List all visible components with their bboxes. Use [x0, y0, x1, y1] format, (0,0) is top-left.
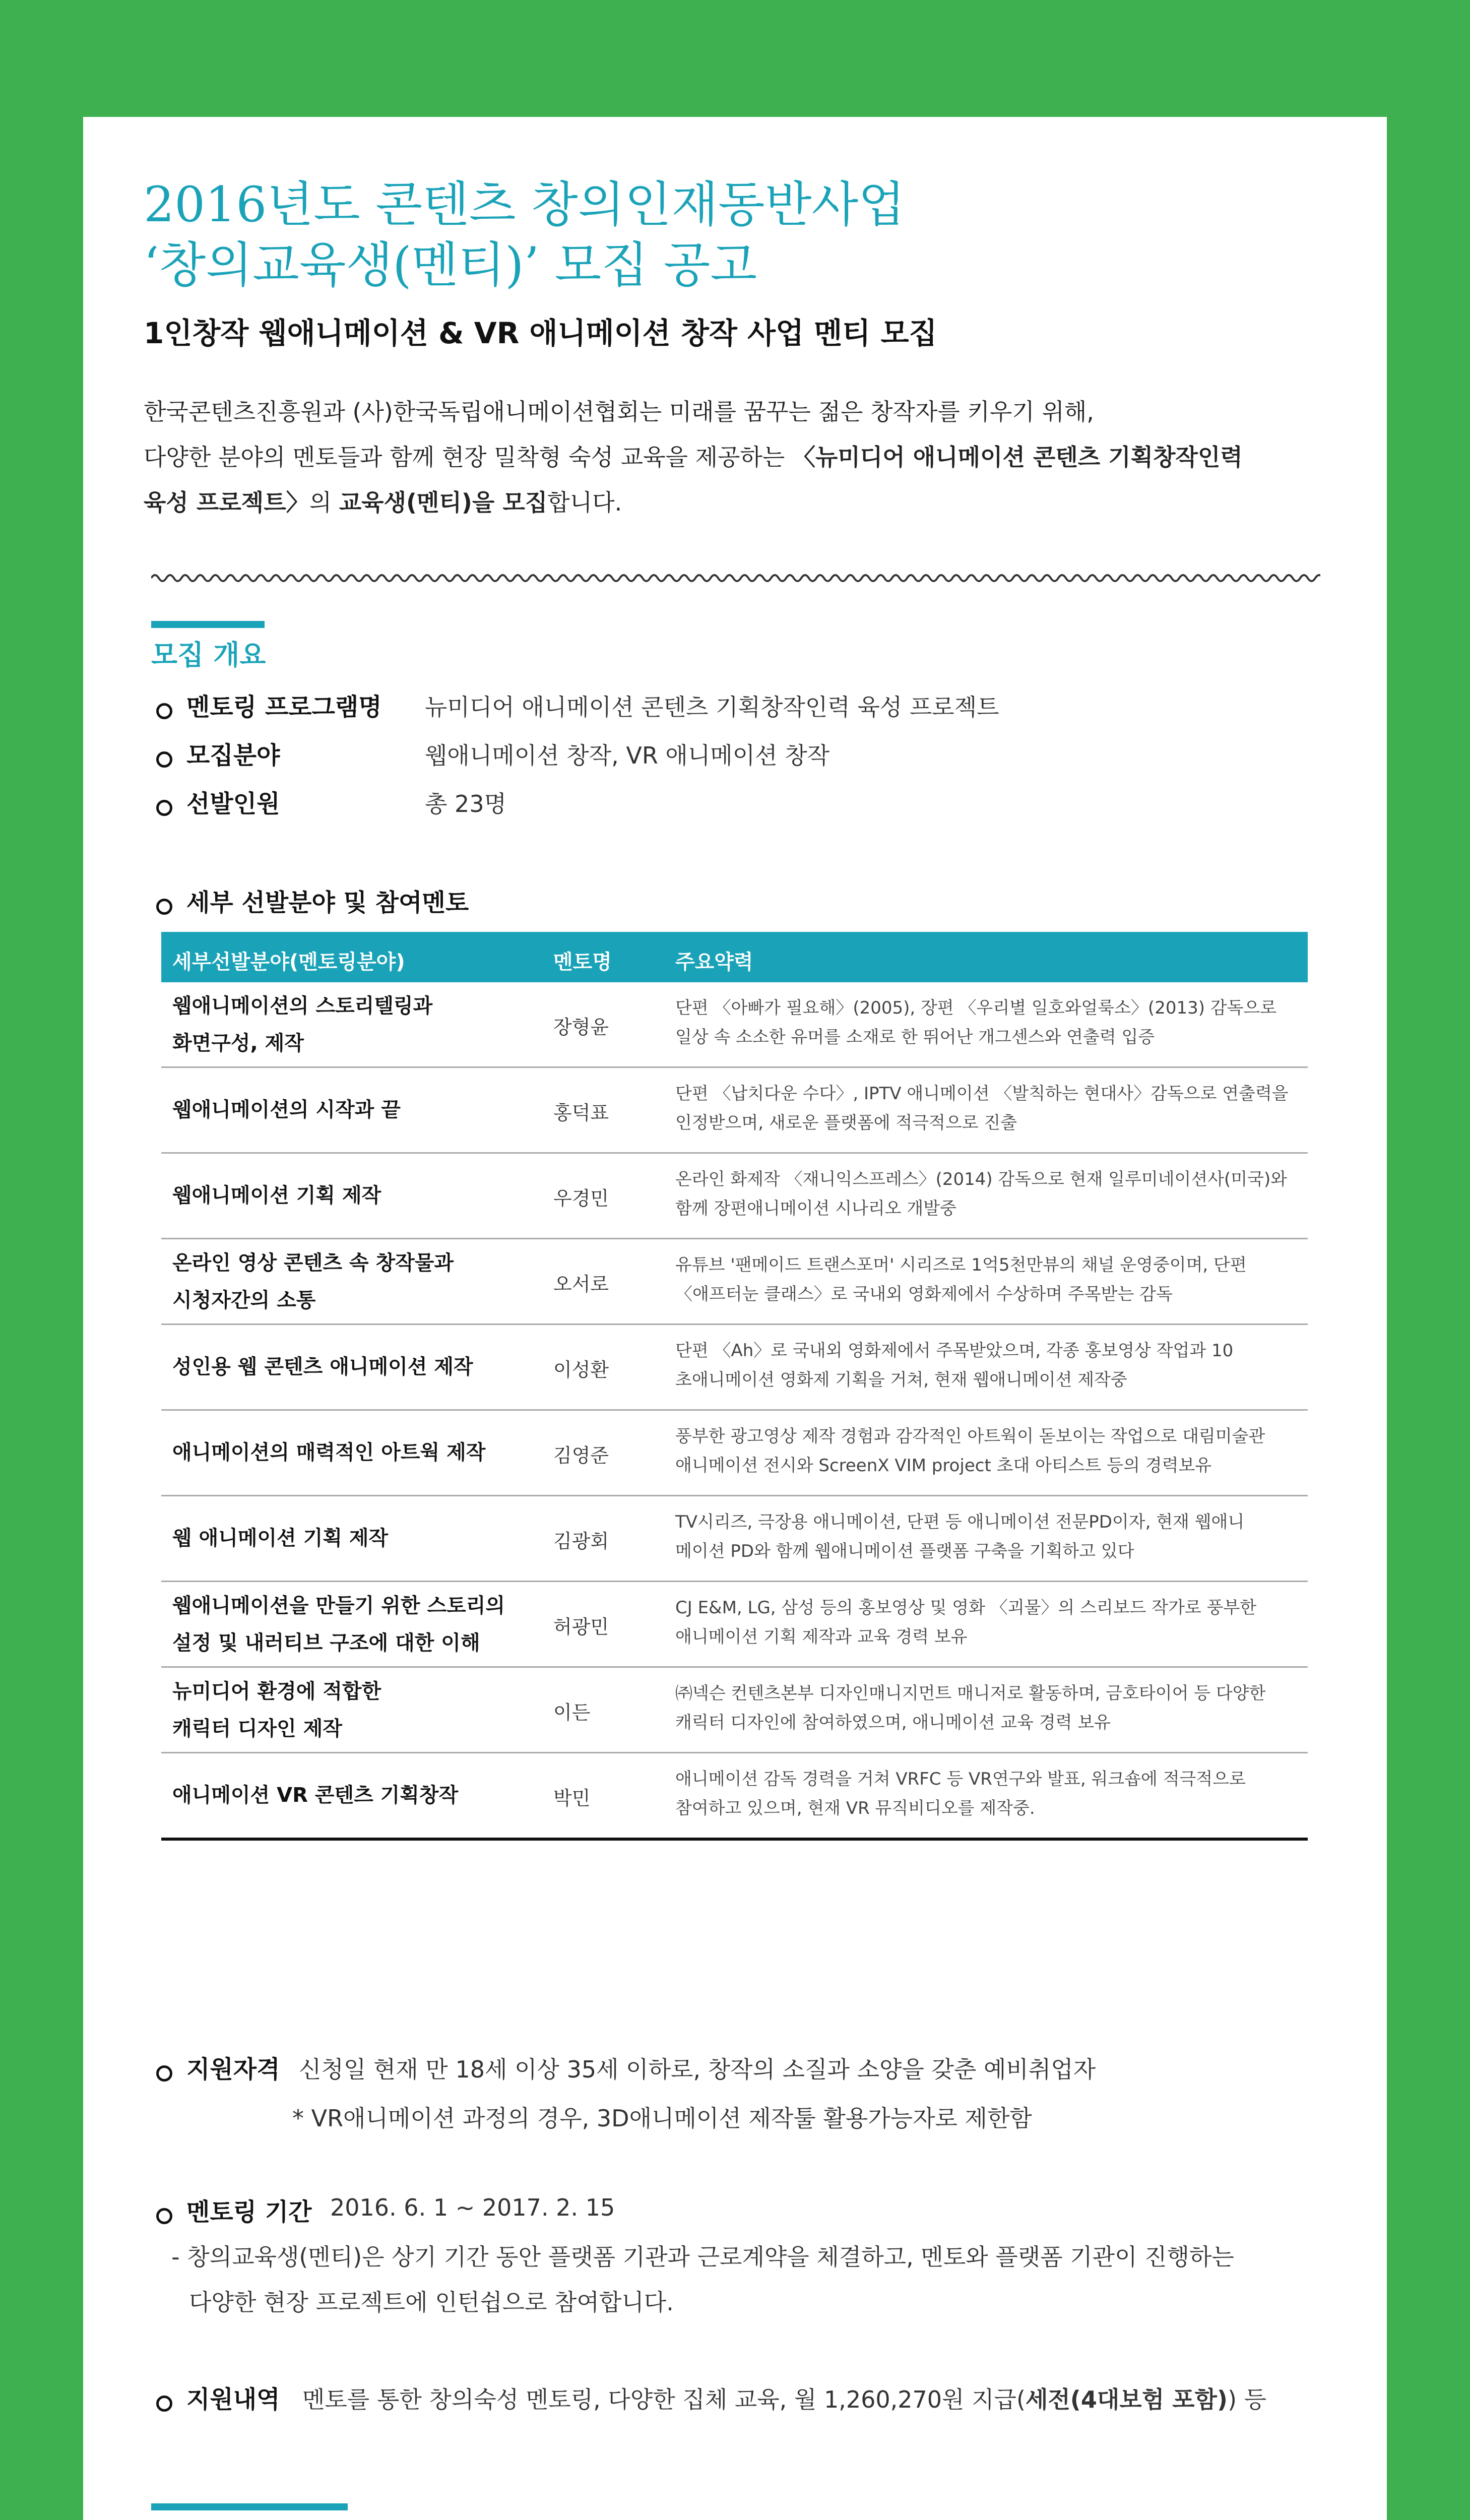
- cell-field-line: 뉴미디어 환경에 적합한: [172, 1680, 381, 1703]
- cell-field-line: 시청자간의 소통: [172, 1289, 316, 1312]
- period-value: 2016. 6. 1 ~ 2017. 2. 15: [330, 2194, 615, 2221]
- cell-field: [172, 1673, 381, 1747]
- cell-bio: [675, 1250, 1247, 1309]
- table-row: [161, 982, 1308, 1068]
- period-desc-1: - 창의교육생(멘티)은 상기 기간 동안 플랫폼 기관과 근로계약을 체결하고, 멘토와 플랫폼 기관이 진행하는: [171, 2243, 1234, 2271]
- title-line-2: ‘창의교육생(멘티)’ 모집 공고: [144, 237, 757, 293]
- cell-bio-line: 초애니메이션 영화제 기획을 거쳐, 현재 웹애니메이션 제작중: [675, 1370, 1127, 1390]
- overview-heading: 모집 개요: [151, 639, 266, 671]
- table-row: [161, 1668, 1308, 1753]
- cell-mentor: 홍덕표: [553, 1102, 609, 1124]
- period-desc-2: 다양한 현장 프로젝트에 인턴쉽으로 참여합니다.: [189, 2289, 674, 2316]
- subtitle: 1인창작 웹애니메이션 & VR 애니메이션 창작 사업 멘티 모집: [144, 316, 937, 350]
- cell-bio: [675, 1165, 1287, 1223]
- circle-bullet-icon: [156, 899, 172, 915]
- cell-field-line: 온라인 영상 콘텐츠 속 창작물과: [172, 1251, 454, 1275]
- cell-field: [172, 1177, 381, 1214]
- cell-field-line: 성인용 웹 콘텐츠 애니메이션 제작: [172, 1355, 473, 1378]
- cell-field: [172, 987, 432, 1062]
- application-heading-bar: [151, 2503, 348, 2510]
- cell-mentor: 이성환: [553, 1359, 609, 1381]
- cell-field-line: 웹애니메이션의 시작과 끝: [172, 1098, 401, 1121]
- cell-bio: [675, 1679, 1265, 1737]
- intro-line-1: 한국콘텐츠진흥원과 (사)한국독립애니메이션협회는 미래를 꿈꾸는 젊은 창작자를 키우기 위해,: [144, 398, 1094, 425]
- cell-field-line: 애니메이션의 매력적인 아트웍 제작: [172, 1441, 486, 1464]
- circle-bullet-icon: [156, 751, 172, 768]
- col-bio: 주요약력: [675, 951, 753, 974]
- qualification-note: * VR애니메이션 과정의 경우, 3D애니메이션 제작툴 활용가능자로 제한함: [292, 2105, 1032, 2132]
- cell-bio-line: 인정받으며, 새로운 플랫폼에 적극적으로 진출: [675, 1113, 1017, 1133]
- overview-item-count: 선발인원: [156, 784, 280, 819]
- circle-bullet-icon: [156, 2396, 172, 2412]
- circle-bullet-icon: [156, 800, 172, 816]
- circle-bullet-icon: [156, 2208, 172, 2224]
- qualification: 지원자격: [156, 2050, 280, 2085]
- cell-bio: [675, 1336, 1233, 1395]
- cell-field: [172, 1777, 458, 1814]
- table-row: [161, 1068, 1308, 1154]
- cell-bio-line: TV시리즈, 극장용 애니메이션, 단편 등 애니메이션 전문PD이자, 현재 웹애니: [675, 1512, 1245, 1532]
- cell-mentor: 김광회: [553, 1530, 609, 1552]
- table-row: [161, 1239, 1308, 1325]
- cell-field-line: 웹애니메이션 기획 제작: [172, 1184, 381, 1207]
- cell-bio-line: ㈜넥슨 컨텐츠본부 디자인매니지먼트 매니저로 활동하며, 금호타이어 등 다양한: [675, 1683, 1266, 1704]
- cell-field: [172, 1244, 454, 1319]
- intro-line-3: 육성 프로젝트〉의 교육생(멘티)을 모집합니다.: [144, 489, 622, 516]
- overview-value-program: 뉴미디어 애니메이션 콘텐츠 기획창작인력 육성 프로젝트: [425, 694, 999, 721]
- overview-heading-bar: [151, 621, 265, 628]
- cell-bio-line: 참여하고 있으며, 현재 VR 뮤직비디오를 제작중.: [675, 1798, 1035, 1818]
- cell-mentor: 오서로: [553, 1273, 609, 1295]
- cell-mentor: 허광민: [553, 1616, 609, 1638]
- cell-bio: [675, 1079, 1289, 1138]
- cell-bio-line: 단편 〈납치다운 수다〉, IPTV 애니메이션 〈발칙하는 현대사〉감독으로 연출력을: [675, 1084, 1289, 1104]
- cell-bio-line: 애니메이션 감독 경력을 거쳐 VRFC 등 VR연구와 발표, 워크숍에 적극적으로: [675, 1769, 1246, 1789]
- circle-bullet-icon: [156, 703, 172, 719]
- mentor-table: [161, 932, 1308, 1841]
- cell-bio-line: 일상 속 소소한 유머를 소재로 한 뛰어난 개그센스와 연출력 입증: [675, 1027, 1155, 1047]
- table-header: [161, 932, 1308, 982]
- cell-bio-line: CJ E&M, LG, 삼성 등의 홍보영상 및 영화 〈괴물〉의 스리보드 작가로 풍부한: [675, 1598, 1257, 1618]
- cell-bio-line: 애니메이션 기획 제작과 교육 경력 보유: [675, 1627, 968, 1647]
- overview-value-field: 웹애니메이션 창작, VR 애니메이션 창작: [425, 742, 830, 769]
- cell-field-line: 캐릭터 디자인 제작: [172, 1717, 342, 1740]
- cell-bio-line: 풍부한 광고영상 제작 경험과 감각적인 아트웍이 돋보이는 작업으로 대림미술관: [675, 1426, 1265, 1446]
- overview-value-count: 총 23명: [425, 790, 507, 817]
- notice-paper: [83, 117, 1387, 2520]
- cell-field-line: 설정 및 내러티브 구조에 대한 이해: [172, 1631, 480, 1655]
- cell-mentor: 김영준: [553, 1444, 609, 1467]
- cell-mentor: 우경민: [553, 1187, 609, 1210]
- cell-bio-line: 단편 〈Ah〉로 국내외 영화제에서 주목받았으며, 각종 홍보영상 작업과 10: [675, 1341, 1234, 1361]
- cell-bio: [675, 1765, 1246, 1823]
- title-line-1: 2016년도 콘텐츠 창의인재동반사업: [144, 176, 905, 233]
- cell-bio: [675, 1507, 1244, 1566]
- wavy-divider: [151, 571, 1320, 586]
- cell-field: [172, 1434, 485, 1471]
- support-value: 멘토를 통한 창의숙성 멘토링, 다양한 집체 교육, 월 1,260,270원 지급(세전(4대보험 포함)) 등: [302, 2386, 1267, 2413]
- cell-bio-line: 캐릭터 디자인에 참여하였으며, 애니메이션 교육 경력 보유: [675, 1713, 1111, 1733]
- cell-field-line: 화면구성, 제작: [172, 1032, 304, 1055]
- cell-bio-line: 함께 장편애니메이션 시나리오 개발중: [675, 1199, 956, 1219]
- period: 멘토링 기간: [156, 2192, 312, 2227]
- detail-heading: 세부 선발분야 및 참여멘토: [156, 883, 469, 918]
- cell-field: [172, 1520, 388, 1557]
- overview-item-program: 멘토링 프로그램명: [156, 687, 382, 722]
- col-field: 세부선발분야(멘토링분야): [172, 951, 405, 974]
- qualification-value: 신청일 현재 만 18세 이상 35세 이하로, 창작의 소질과 소양을 갖춘 예비취업자: [299, 2056, 1096, 2083]
- table-row: [161, 1496, 1308, 1582]
- cell-mentor: 장형윤: [553, 1016, 609, 1038]
- cell-bio-line: 온라인 화제작 〈재니익스프레스〉(2014) 감독으로 현재 일루미네이션사(미국)와: [675, 1169, 1288, 1189]
- support: 지원내역: [156, 2380, 280, 2415]
- cell-field-line: 애니메이션 VR 콘텐츠 기획창작: [172, 1784, 459, 1807]
- cell-bio-line: 애니메이션 전시와 ScreenX VIM project 초대 아티스트 등의 경력보유: [675, 1456, 1212, 1476]
- table-row: [161, 1411, 1308, 1496]
- table-row: [161, 1325, 1308, 1411]
- cell-bio-line: 메이션 PD와 함께 웹애니메이션 플랫폼 구축을 기획하고 있다: [675, 1541, 1134, 1561]
- cell-mentor: 박민: [553, 1787, 591, 1809]
- cell-field: [172, 1348, 473, 1385]
- cell-field-line: 웹 애니메이션 기획 제작: [172, 1527, 389, 1550]
- cell-bio: [675, 1422, 1265, 1480]
- overview-item-field: 모집분야: [156, 736, 280, 771]
- table-row: [161, 1753, 1308, 1841]
- cell-field-line: 웹애니메이션을 만들기 위한 스토리의: [172, 1594, 505, 1617]
- cell-mentor: 이든: [553, 1702, 591, 1724]
- cell-bio: [675, 993, 1276, 1052]
- table-row: [161, 1154, 1308, 1239]
- cell-bio: [675, 1593, 1256, 1652]
- col-mentor: 멘토명: [553, 951, 612, 974]
- intro-line-2: 다양한 분야의 멘토들과 함께 현장 밀착형 숙성 교육을 제공하는 〈뉴미디어 애니메이션 콘텐츠 기획창작인력: [144, 444, 1243, 471]
- cell-field: [172, 1587, 505, 1662]
- cell-bio-line: 〈애프터눈 클래스〉로 국내외 영화제에서 수상하며 주목받는 감독: [675, 1284, 1173, 1304]
- cell-bio-line: 단편 〈아빠가 필요해〉(2005), 장편 〈우리별 일호와얼룩소〉(2013) 감독으로: [675, 998, 1277, 1018]
- cell-bio-line: 유튜브 '팬메이드 트랜스포머' 시리즈로 1억5천만뷰의 채널 운영중이며, 단편: [675, 1255, 1247, 1275]
- cell-field-line: 웹애니메이션의 스토리텔링과: [172, 994, 433, 1018]
- cell-field: [172, 1091, 401, 1128]
- circle-bullet-icon: [156, 2065, 172, 2082]
- table-row: [161, 1582, 1308, 1668]
